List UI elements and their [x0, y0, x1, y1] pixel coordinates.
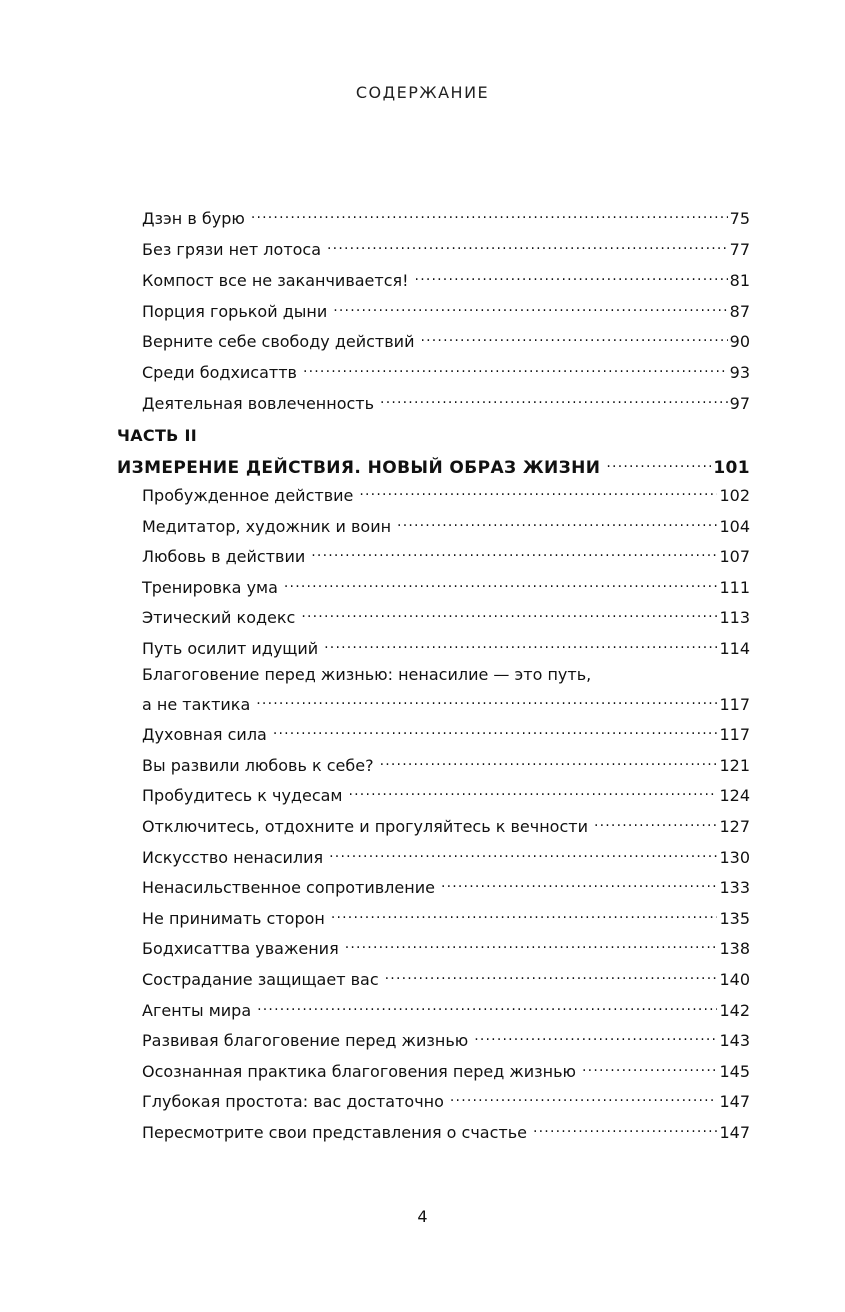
toc-entry[interactable]: [142, 297, 750, 321]
toc-entry-page: 117: [719, 725, 750, 744]
toc-entry-title: Сострадание защищает вас: [142, 970, 379, 989]
toc-entry-page: 104: [719, 517, 750, 536]
dot-leader: [474, 1026, 717, 1046]
toc-entry-title: Пересмотрите свои представления о счастье: [142, 1123, 527, 1142]
toc-entry-page: 90: [729, 332, 750, 351]
toc-entry[interactable]: [142, 720, 750, 744]
toc-entry[interactable]: [142, 934, 750, 958]
toc-entry-page: 140: [719, 970, 750, 989]
toc-entry-page: 124: [719, 786, 750, 805]
toc-entry-title: Пробужденное действие: [142, 486, 354, 505]
toc-entry-page: 121: [719, 756, 750, 775]
dot-leader: [397, 512, 717, 532]
toc-entry-page: 147: [719, 1123, 750, 1142]
dot-leader: [251, 204, 728, 224]
toc-entry-title: Дзэн в бурю: [142, 209, 245, 228]
toc-entry-page: 111: [719, 578, 750, 597]
toc-entry-title: Духовная сила: [142, 725, 267, 744]
part-label: ЧАСТЬ II: [117, 426, 198, 445]
dot-leader: [441, 873, 718, 893]
toc-entry-page: 147: [719, 1092, 750, 1111]
page-number: 4: [417, 1207, 428, 1226]
dot-leader: [333, 297, 727, 317]
toc-entry-title: Этический кодекс: [142, 608, 296, 627]
toc-entry-page: 143: [719, 1031, 750, 1050]
toc-entry-title: Без грязи нет лотоса: [142, 240, 322, 259]
toc-entry-title: Агенты мира: [142, 1001, 252, 1020]
dot-leader: [349, 781, 718, 801]
toc-entry-page: 81: [729, 271, 750, 290]
toc-entry-title: Компост все не заканчивается!: [142, 271, 409, 290]
dot-leader: [380, 389, 728, 409]
toc-entry-page: 135: [719, 909, 750, 928]
dot-leader: [415, 266, 728, 286]
toc-entry[interactable]: [142, 573, 750, 597]
dot-leader: [311, 542, 717, 562]
dot-leader: [450, 1087, 718, 1107]
toc-entry-title: Бодхисаттва уважения: [142, 939, 339, 958]
toc-entry-page: 107: [719, 547, 750, 566]
toc-entry[interactable]: [142, 389, 750, 413]
toc-entry-title: Развивая благоговение перед жизнью: [142, 1031, 469, 1050]
toc-entry[interactable]: [142, 812, 750, 836]
dot-leader: [324, 634, 717, 654]
dot-leader: [385, 965, 718, 985]
dot-leader: [533, 1118, 717, 1138]
toc-entry[interactable]: [142, 873, 750, 897]
toc-entry-title: Глубокая простота: вас достаточно: [142, 1092, 444, 1111]
toc-entry[interactable]: [142, 634, 750, 658]
toc-part-entry[interactable]: [117, 453, 750, 478]
dot-leader: [256, 690, 717, 710]
toc-entry-title-line2: а не тактика: [142, 695, 251, 714]
toc-entry[interactable]: [142, 542, 750, 566]
toc-entry-page: 138: [719, 939, 750, 958]
dot-leader: [329, 843, 717, 863]
dot-leader: [359, 481, 717, 501]
dot-leader: [582, 1057, 717, 1077]
toc-entry[interactable]: [142, 690, 750, 714]
dot-leader: [606, 453, 711, 473]
toc-entry-title: Осознанная практика благоговения перед жизнью: [142, 1062, 577, 1081]
toc-entry[interactable]: [142, 327, 750, 351]
toc-entry-title: Отключитесь, отдохните и прогуляйтесь к вечности: [142, 817, 588, 836]
toc-entry-title: Верните себе свободу действий: [142, 332, 415, 351]
dot-leader: [301, 603, 717, 623]
toc-entry[interactable]: [142, 1087, 750, 1111]
dot-leader: [594, 812, 717, 832]
toc-entry-title: Искусство ненасилия: [142, 848, 324, 867]
toc-entry[interactable]: [142, 843, 750, 867]
toc-entry[interactable]: [142, 965, 750, 989]
dot-leader: [327, 235, 728, 255]
toc-entry-title: Ненасильственное сопротивление: [142, 878, 435, 897]
toc-entry-title: Путь осилит идущий: [142, 639, 319, 658]
toc-entry-page: 133: [719, 878, 750, 897]
dot-leader: [420, 327, 727, 347]
toc-entry-title: Пробудитесь к чудесам: [142, 786, 343, 805]
toc-entry[interactable]: [142, 996, 750, 1020]
dot-leader: [273, 720, 718, 740]
toc-entry[interactable]: [142, 204, 750, 228]
toc-entry-page: 130: [719, 848, 750, 867]
toc-entry-page: 102: [719, 486, 750, 505]
toc-entry-page: 117: [719, 695, 750, 714]
toc-entry-title: Тренировка ума: [142, 578, 278, 597]
toc-entry-title-line1: Благоговение перед жизнью: ненасилие — это путь,: [142, 665, 592, 684]
dot-leader: [345, 934, 718, 954]
dot-leader: [284, 573, 718, 593]
toc-entry-page: 145: [719, 1062, 750, 1081]
toc-entry-title: Любовь в действии: [142, 547, 306, 566]
toc-entry-page: 93: [729, 363, 750, 382]
toc-entry[interactable]: [142, 1026, 750, 1050]
toc-entry-title: Медитатор, художник и воин: [142, 517, 392, 536]
toc-entry-page: 97: [729, 394, 750, 413]
dot-leader: [331, 904, 718, 924]
toc-entry-page: 142: [719, 1001, 750, 1020]
toc-entry[interactable]: [142, 358, 750, 382]
toc-entry-title: Не принимать сторон: [142, 909, 325, 928]
toc-entry-title: Вы развили любовь к себе?: [142, 756, 374, 775]
toc-entry-title: Порция горькой дыни: [142, 302, 328, 321]
toc-entry[interactable]: [142, 904, 750, 928]
toc-entry-title: Среди бодхисаттв: [142, 363, 297, 382]
toc-entry[interactable]: [142, 751, 750, 775]
dot-leader: [303, 358, 728, 378]
dot-leader: [380, 751, 718, 771]
toc-entry[interactable]: [142, 481, 750, 505]
toc-entry-page: 127: [719, 817, 750, 836]
toc-entry[interactable]: [142, 1118, 750, 1142]
page-header-title: СОДЕРЖАНИЕ: [355, 83, 490, 102]
toc-entry-page: 87: [729, 302, 750, 321]
toc-entry[interactable]: [142, 512, 750, 536]
toc-entry-page: 114: [719, 639, 750, 658]
toc-entry-title: Деятельная вовлеченность: [142, 394, 375, 413]
toc-entry-page: 77: [729, 240, 750, 259]
toc-entry[interactable]: [142, 603, 750, 627]
toc-entry-page: 75: [729, 209, 750, 228]
dot-leader: [257, 996, 717, 1016]
toc-entry[interactable]: [142, 781, 750, 805]
part-title: ИЗМЕРЕНИЕ ДЕЙСТВИЯ. НОВЫЙ ОБРАЗ ЖИЗНИ: [117, 458, 601, 478]
part-page: 101: [713, 458, 750, 478]
toc-entry[interactable]: [142, 1057, 750, 1081]
toc-entry-page: 113: [719, 608, 750, 627]
toc-entry[interactable]: [142, 235, 750, 259]
toc-entry[interactable]: [142, 266, 750, 290]
